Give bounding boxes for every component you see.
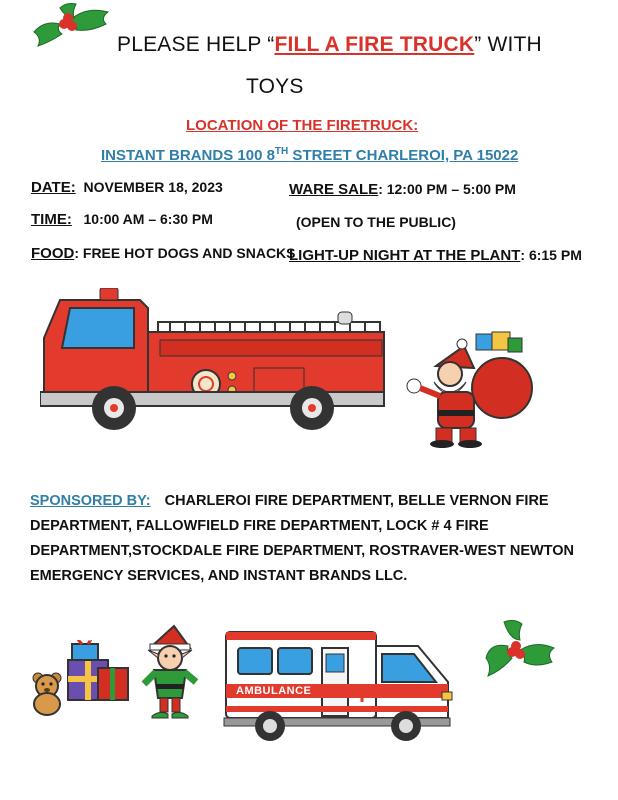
title-highlight: FILL A FIRE TRUCK: [274, 33, 475, 56]
location-heading: LOCATION OF THE FIRETRUCK:: [186, 117, 419, 134]
ware-sale-row: [289, 181, 516, 198]
date-label: DATE:: [31, 179, 76, 196]
elf-icon: [138, 624, 202, 720]
sponsors-text: CHARLEROI FIRE DEPARTMENT, BELLE VERNON FIRE DEPARTMENT, FALLOWFIELD FIRE DEPARTMENT, LOCK # 4 FIRE DEPARTMENT,STOCKDALE FIRE DEPARTMENT, ROSTRAVER-WEST NEWTON EMERGENCY SERVICES, AND INSTANT BRANDS LLC.: [30, 493, 575, 584]
title-suffix: ” WITH: [474, 33, 542, 56]
date-row: [31, 179, 223, 196]
light-up-row: [289, 247, 582, 264]
address-sup: TH: [274, 146, 289, 157]
fire-truck-icon: [40, 288, 386, 438]
food-label: FOOD: [31, 245, 75, 262]
time-value: 10:00 AM – 6:30 PM: [83, 211, 213, 227]
teddy-bear-icon: [28, 672, 66, 716]
page-title: [117, 33, 542, 57]
address-part-2: STREET CHARLEROI, PA 15022: [288, 147, 519, 164]
time-row: [31, 211, 213, 228]
date-value: NOVEMBER 18, 2023: [83, 179, 223, 195]
location-address: [101, 146, 518, 164]
open-note: (OPEN TO THE PUBLIC): [296, 214, 456, 230]
holly-icon: [30, 2, 114, 54]
sponsors-label: SPONSORED BY:: [30, 493, 151, 509]
light-up-label: LIGHT-UP NIGHT AT THE PLANT: [289, 247, 521, 264]
ware-sale-label: WARE SALE: [289, 181, 379, 198]
title-line-2: TOYS: [246, 75, 304, 98]
food-value: : FREE HOT DOGS AND SNACKS: [74, 245, 296, 261]
ware-sale-value: : 12:00 PM – 5:00 PM: [378, 181, 516, 197]
address-part-1: INSTANT BRANDS 100 8: [101, 147, 275, 164]
santa-icon: [404, 330, 540, 448]
holly-icon: [480, 618, 558, 682]
light-up-value: : 6:15 PM: [520, 247, 582, 263]
gifts-icon: [58, 640, 130, 702]
ambulance-icon: [222, 626, 454, 744]
ambulance-label: AMBULANCE: [236, 685, 312, 697]
sponsors-paragraph: [30, 489, 590, 589]
food-row: [31, 245, 296, 262]
title-prefix: PLEASE HELP “: [117, 33, 275, 56]
time-label: TIME:: [31, 211, 72, 228]
